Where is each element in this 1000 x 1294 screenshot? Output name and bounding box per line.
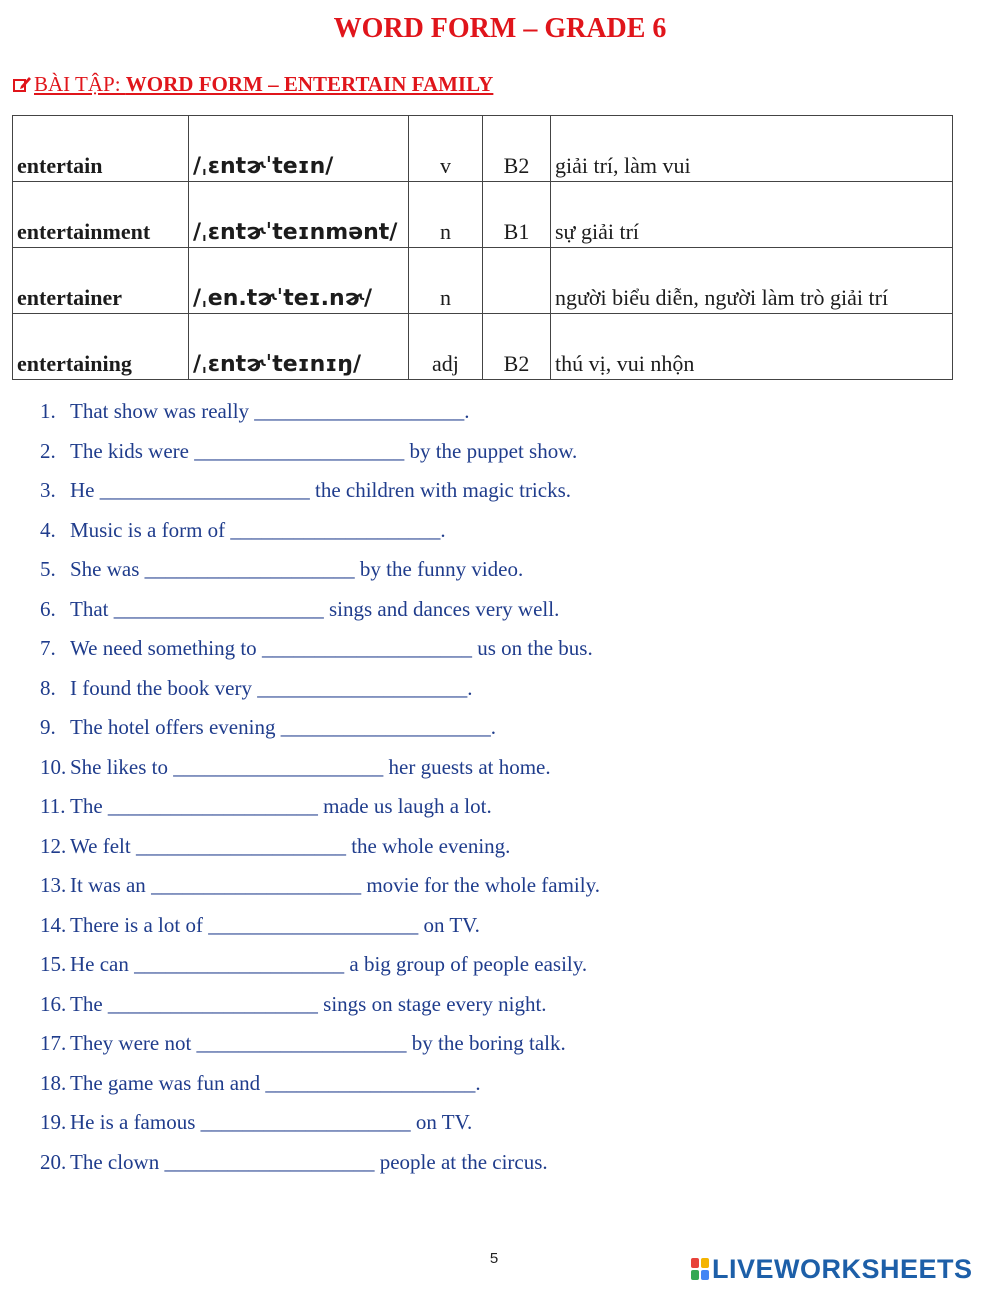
vocab-meaning: người biểu diễn, người làm trò giải trí <box>551 248 953 314</box>
vocab-word: entertainment <box>13 182 189 248</box>
question-text-before: She was <box>70 557 145 581</box>
question-text-after: by the puppet show. <box>404 438 578 463</box>
question-number: 19. <box>40 1110 67 1134</box>
question-item <box>40 630 600 670</box>
answer-blank[interactable]: ____________________ <box>107 794 318 818</box>
question-text-after: a big group of people easily. <box>344 952 588 976</box>
vocab-row <box>13 314 953 380</box>
vocab-row <box>13 182 953 248</box>
question-text-before: We need something to <box>70 636 262 660</box>
question-item <box>40 946 600 986</box>
question-item <box>40 591 600 631</box>
answer-blank[interactable]: ____________________ <box>173 754 384 779</box>
vocab-meaning: thú vị, vui nhộn <box>551 314 953 380</box>
question-item <box>40 512 600 552</box>
question-number: 2. <box>40 438 56 463</box>
question-item <box>40 433 600 473</box>
vocab-pos: n <box>409 182 483 248</box>
question-text-before: It was an <box>70 873 152 897</box>
answer-blank[interactable]: ____________________ <box>99 478 310 502</box>
vocabulary-table <box>12 115 953 380</box>
question-text-after: the children with magic tricks. <box>309 478 572 502</box>
question-text-before: That show was really <box>70 399 255 423</box>
question-text-after: her guests at home. <box>383 754 551 779</box>
question-number: 14. <box>40 912 67 937</box>
answer-blank[interactable]: ____________________ <box>230 517 441 542</box>
vocab-meaning: giải trí, làm vui <box>551 116 953 182</box>
answer-blank[interactable]: ____________________ <box>164 1149 375 1174</box>
question-text-after: sings on stage every night. <box>317 991 547 1016</box>
question-number: 8. <box>40 675 56 700</box>
question-text-before: The kids were <box>70 438 195 463</box>
question-text-after: on TV. <box>418 912 480 937</box>
question-item <box>40 1104 600 1144</box>
vocab-word: entertain <box>13 116 189 182</box>
question-text-after: us on the bus. <box>471 636 593 660</box>
vocab-pos: n <box>409 248 483 314</box>
vocab-meaning: sự giải trí <box>551 182 953 248</box>
answer-blank[interactable]: ____________________ <box>280 715 491 739</box>
answer-blank[interactable]: ____________________ <box>265 1070 476 1095</box>
page-number: 5 <box>489 1250 499 1267</box>
answer-blank[interactable]: ____________________ <box>151 873 362 897</box>
question-text-after: movie for the whole family. <box>361 873 600 897</box>
liveworksheets-logo <box>691 1254 973 1284</box>
question-item <box>40 749 600 789</box>
question-text-after: by the boring talk. <box>406 1031 566 1055</box>
question-text-after: the whole evening. <box>345 833 511 858</box>
question-number: 11. <box>40 794 66 818</box>
question-text-before: They were not <box>70 1031 197 1055</box>
answer-blank[interactable]: ____________________ <box>113 596 324 621</box>
question-number: 4. <box>40 517 56 542</box>
vocab-row <box>13 248 953 314</box>
question-text-after: . <box>490 715 496 739</box>
question-text-after: made us laugh a lot. <box>317 794 492 818</box>
question-text-before: The hotel offers evening <box>70 715 281 739</box>
question-text-before: She likes to <box>70 754 174 779</box>
answer-blank[interactable]: ____________________ <box>200 1110 411 1134</box>
question-text-after: . <box>475 1070 481 1095</box>
question-text-after: . <box>464 399 470 423</box>
brand-square <box>691 1258 699 1268</box>
brand-grid-icon <box>691 1258 709 1280</box>
question-item <box>40 1025 600 1065</box>
vocab-row <box>13 116 953 182</box>
vocab-word: entertaining <box>13 314 189 380</box>
question-text-before: He <box>70 478 100 502</box>
answer-blank[interactable]: ____________________ <box>254 399 465 423</box>
question-number: 18. <box>40 1070 67 1095</box>
question-text-before: The game was fun and <box>70 1070 266 1095</box>
answer-blank[interactable]: ____________________ <box>208 912 419 937</box>
brand-square <box>701 1270 709 1280</box>
vocab-pos: adj <box>409 314 483 380</box>
question-item <box>40 986 600 1026</box>
question-number: 10. <box>40 754 67 779</box>
question-item <box>40 788 600 828</box>
question-text-after: by the funny video. <box>354 557 524 581</box>
question-item <box>40 1144 600 1184</box>
question-number: 17. <box>40 1031 67 1055</box>
answer-blank[interactable]: ____________________ <box>261 636 472 660</box>
question-number: 13. <box>40 873 67 897</box>
question-list <box>40 393 600 1183</box>
vocab-word: entertainer <box>13 248 189 314</box>
answer-blank[interactable]: ____________________ <box>107 991 318 1016</box>
exercise-topic: WORD FORM – ENTERTAIN FAMILY <box>125 72 494 96</box>
brand-square <box>691 1270 699 1280</box>
question-text-before: I found the book very <box>70 675 258 700</box>
answer-blank[interactable]: ____________________ <box>134 952 345 976</box>
question-text-before: He can <box>70 952 135 976</box>
question-text-before: The <box>70 794 108 818</box>
vocab-ipa: /ˌɛntɚˈteɪnmənt/ <box>189 182 409 248</box>
question-item <box>40 670 600 710</box>
vocab-ipa: /ˌɛntɚˈteɪn/ <box>189 116 409 182</box>
vocab-level: B2 <box>483 314 551 380</box>
question-number: 16. <box>40 991 67 1016</box>
question-text-after: . <box>467 675 473 700</box>
question-text-after: . <box>440 517 446 542</box>
exercise-label: BÀI TẬP: <box>34 72 126 96</box>
question-number: 20. <box>40 1149 67 1174</box>
question-number: 3. <box>40 478 56 502</box>
question-number: 5. <box>40 557 56 581</box>
question-text-before: He is a famous <box>70 1110 201 1134</box>
pencil-memo-icon <box>12 72 34 100</box>
question-item <box>40 828 600 868</box>
question-item <box>40 867 600 907</box>
question-text-before: The clown <box>70 1149 165 1174</box>
question-text-before: We felt <box>70 833 136 858</box>
vocab-level <box>483 248 551 314</box>
answer-blank[interactable]: ____________________ <box>135 833 346 858</box>
question-text-after: on TV. <box>410 1110 473 1134</box>
question-text-before: There is a lot of <box>70 912 209 937</box>
page-title: WORD FORM – GRADE 6 <box>333 13 667 44</box>
question-number: 15. <box>40 952 67 976</box>
question-item <box>40 393 600 433</box>
question-item <box>40 551 600 591</box>
vocab-level: B2 <box>483 116 551 182</box>
question-text-before: Music is a form of <box>70 517 231 542</box>
question-number: 12. <box>40 833 67 858</box>
vocab-ipa: /ˌen.tɚˈteɪ.nɚ/ <box>189 248 409 314</box>
question-item <box>40 472 600 512</box>
question-text-before: That <box>70 596 114 621</box>
question-text-after: people at the circus. <box>374 1149 548 1174</box>
vocab-pos: v <box>409 116 483 182</box>
question-number: 1. <box>40 399 56 423</box>
question-number: 7. <box>40 636 56 660</box>
exercise-heading <box>12 70 493 100</box>
answer-blank[interactable]: ____________________ <box>257 675 468 700</box>
answer-blank[interactable]: ____________________ <box>196 1031 407 1055</box>
vocab-level: B1 <box>483 182 551 248</box>
brand-name: LIVEWORKSHEETS <box>712 1253 973 1284</box>
answer-blank[interactable]: ____________________ <box>194 438 405 463</box>
question-item <box>40 1065 600 1105</box>
question-number: 6. <box>40 596 56 621</box>
question-text-after: sings and dances very well. <box>323 596 560 621</box>
brand-square <box>701 1258 709 1268</box>
answer-blank[interactable]: ____________________ <box>144 557 355 581</box>
question-number: 9. <box>40 715 56 739</box>
question-text-before: The <box>70 991 108 1016</box>
question-item <box>40 709 600 749</box>
question-item <box>40 907 600 947</box>
vocab-ipa: /ˌɛntɚˈteɪnɪŋ/ <box>189 314 409 380</box>
